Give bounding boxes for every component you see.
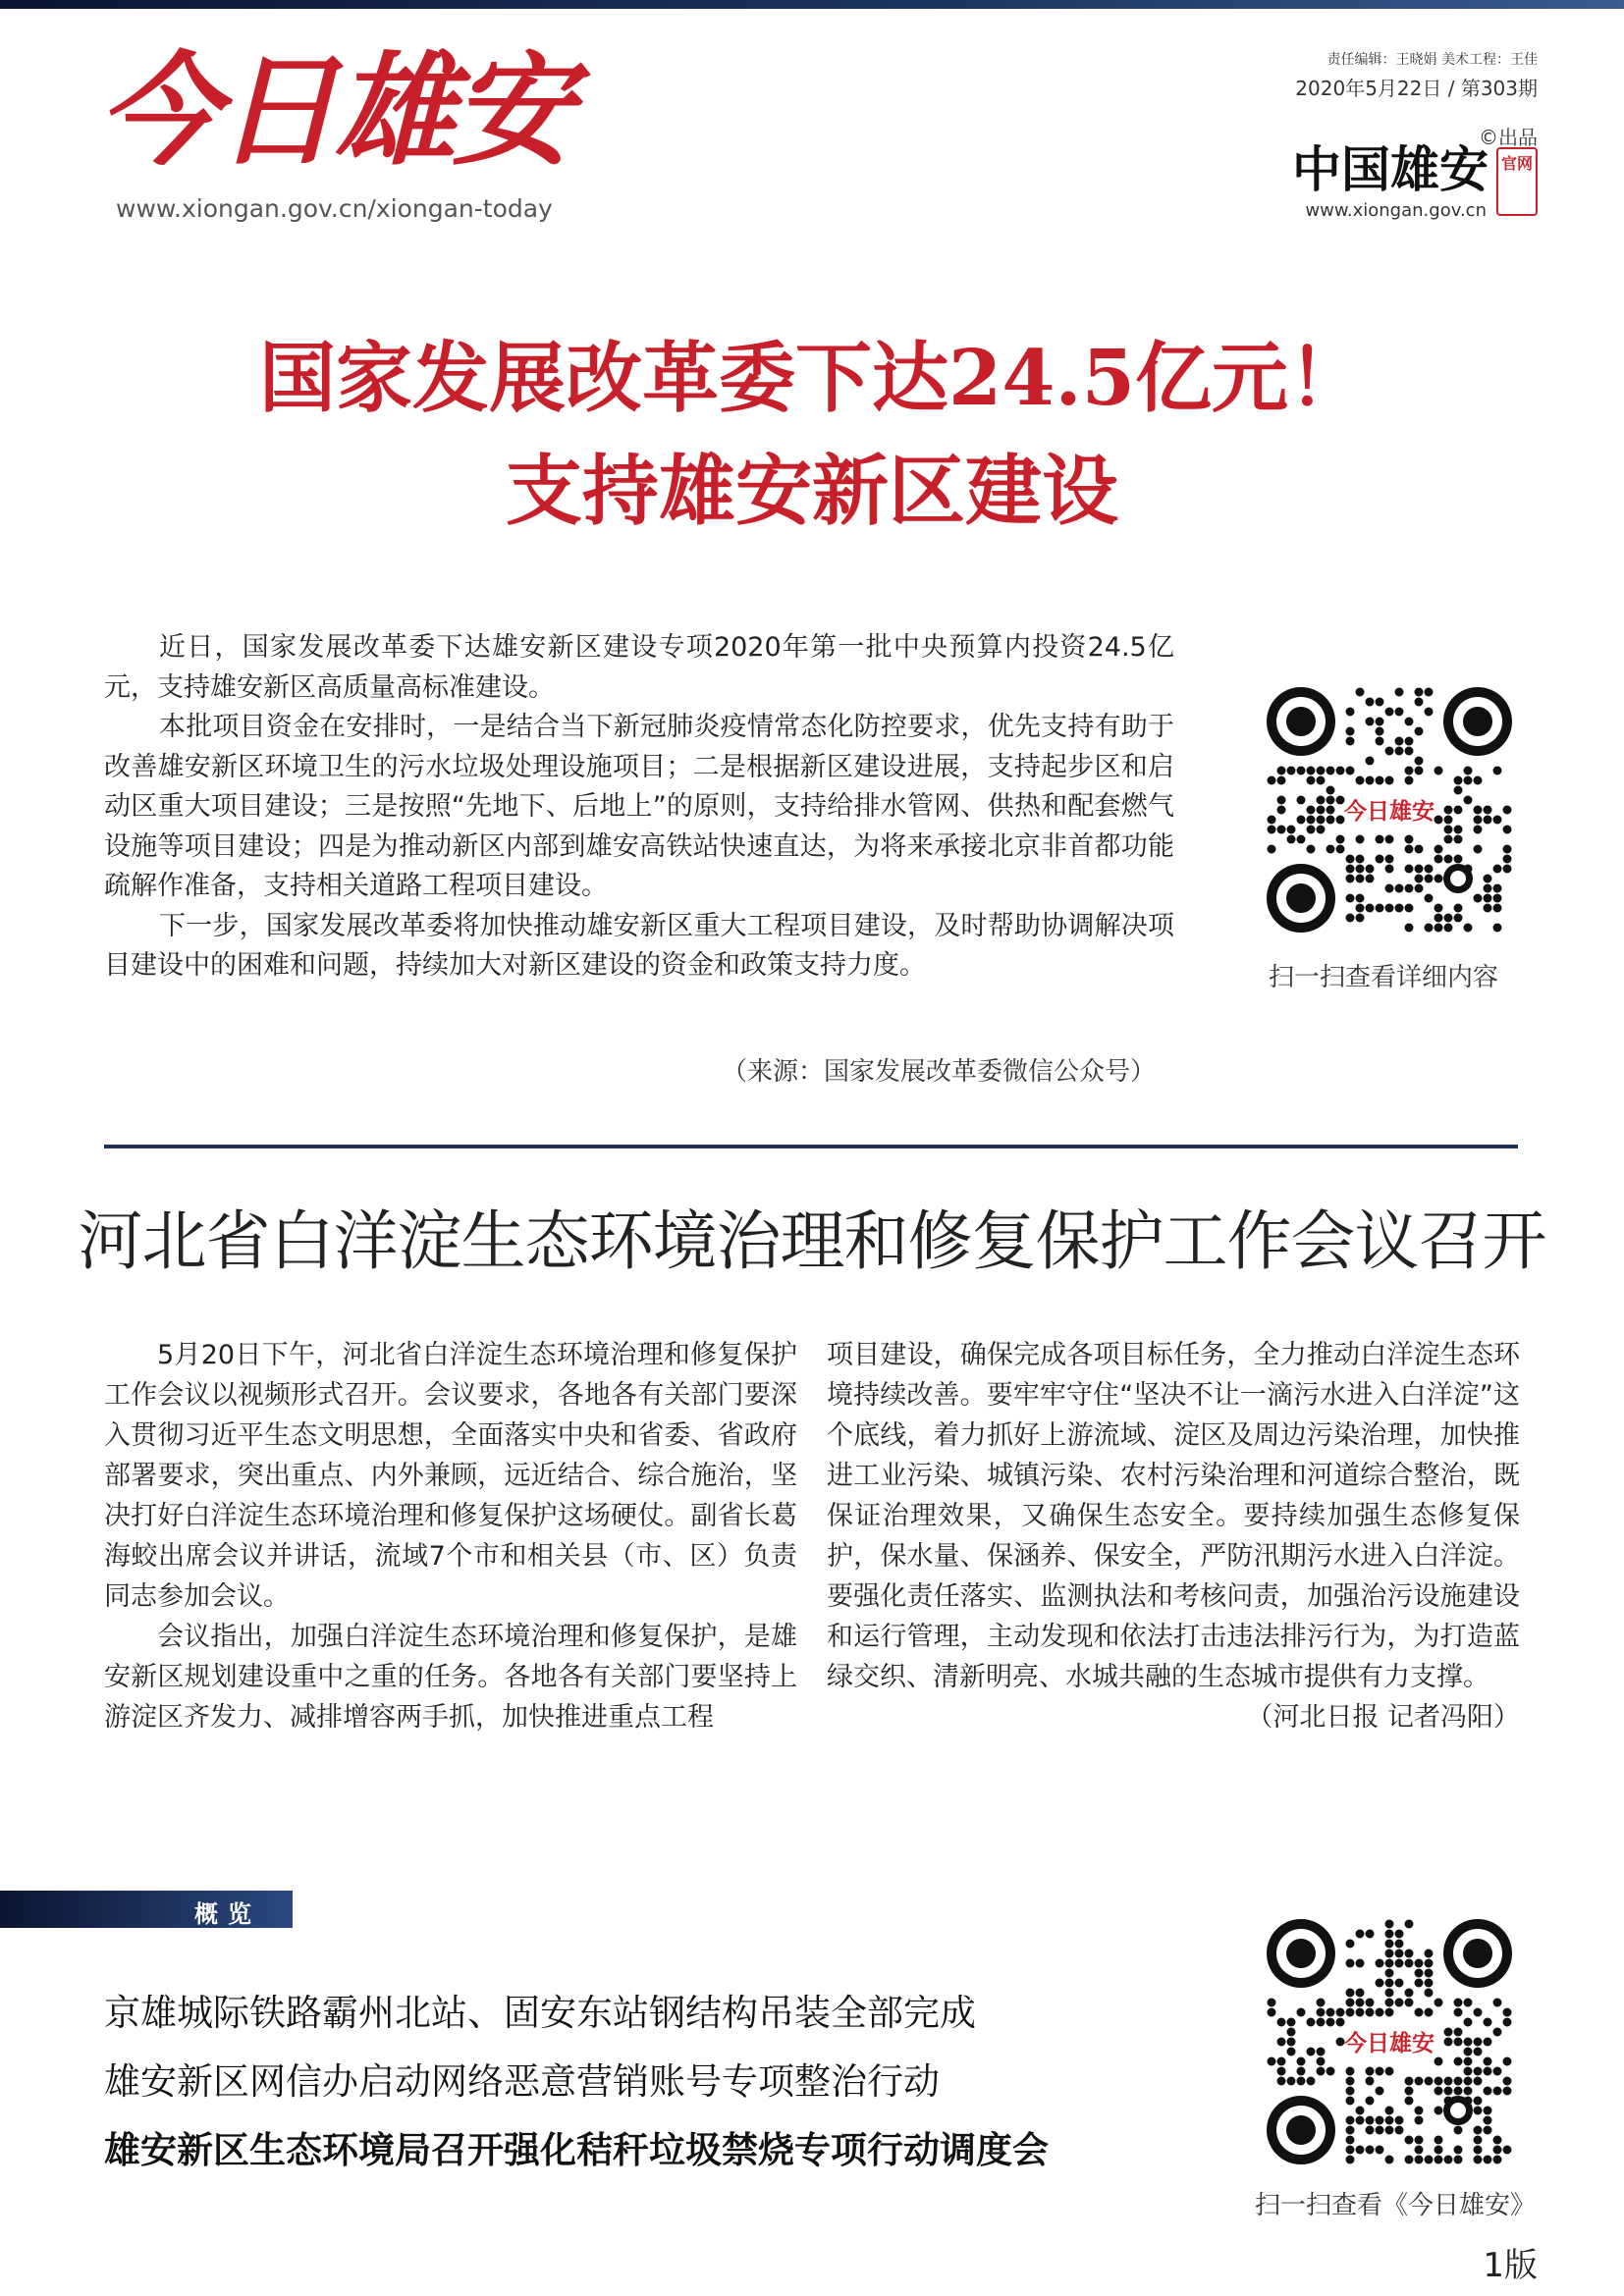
overview-item[interactable]: 雄安新区生态环境局召开强化秸秆垃圾禁烧专项行动调度会 <box>104 2129 1049 2171</box>
qr-caption-overview: 扫一扫查看《今日雄安》 <box>1255 2191 1537 2220</box>
article1-paragraph: 本批项目资金在安排时，一是结合当下新冠肺炎疫情常态化防控要求，优先支持有助于改善雄安新区环境卫生的污水垃圾处理设施项目；二是根据新区建设进展，支持起步区和启动区重大项目建设；三是按照“先地下、后地上”的原则，支持给排水管网、供热和配套燃气设施等项目建设；四是为推动新区内部到雄安高铁站快速直达，为将来承接北京非首都功能疏解作准备，支持相关道路工程项目建设。 <box>104 712 1174 901</box>
article1-title-line2: 支持雄安新区建设 <box>505 447 1118 536</box>
article2-paragraph: 项目建设，确保完成各项目标任务，全力推动白洋淀生态环境持续改善。要牢牢守住“坚决不让一滴污水进入白洋淀”这个底线，着力抓好上游流域、淀区及周边污染治理，加快推进工业污染、城镇污染、农村污染治理和河道综合整治，既保证治理效果，又确保生态安全。要持续加强生态修复保护，保水量、保涵养、保安全，严防汛期污水进入白洋淀。要强化责任落实、监测执法和考核问责，加强治污设施建设和运行管理，主动发现和依法打击违法排污行为，为打造蓝绿交织、清新明亮、水城共融的生态城市提供有力支撑。 <box>827 1340 1520 1692</box>
editor-credits: 责任编辑：王晓娟 美术工程：王佳 <box>1326 52 1538 68</box>
article2-source: （河北日报 记者冯阳） <box>1246 1702 1520 1733</box>
overview-item[interactable]: 京雄城际铁路霸州北站、固安东站钢结构吊装全部完成 <box>104 1992 976 2034</box>
producer-label: ©出品 <box>1479 126 1538 149</box>
article2-paragraph: 会议指出，加强白洋淀生态环境治理和修复保护，是雄安新区规划建设重中之重的任务。各地各有关部门要坚持上游淀区齐发力、减排增容两手抓，加快推进重点工程 <box>104 1622 797 1733</box>
overview-item[interactable]: 雄安新区网信办启动网络恶意营销账号专项整治行动 <box>104 2060 940 2103</box>
brand-seal: 官网 <box>1496 147 1538 216</box>
page-number: 1版 <box>1483 2246 1538 2285</box>
top-color-bar <box>0 0 1624 9</box>
qr-code-icon <box>1267 687 1512 933</box>
article1-paragraph: 近日，国家发展改革委下达雄安新区建设专项2020年第一批中央预算内投资24.5亿元，支持雄安新区高质量高标准建设。 <box>104 632 1174 703</box>
qr-center-label: 今日雄安 <box>1344 798 1435 825</box>
brand-logo: 中国雄安 <box>1292 140 1489 198</box>
brand-url[interactable]: www.xiongan.gov.cn <box>1305 200 1487 221</box>
overview-label: 概览 <box>194 1900 261 1928</box>
qr-center-label: 今日雄安 <box>1344 2030 1435 2056</box>
qr-code-article[interactable] <box>1267 687 1512 933</box>
issue-date: 2020年5月22日 / 第303期 <box>1295 77 1538 100</box>
qr-code-icon <box>1267 1919 1512 2164</box>
article1-source: （来源：国家发展改革委微信公众号） <box>721 1057 1156 1087</box>
masthead-url[interactable]: www.xiongan.gov.cn/xiongan-today <box>116 194 553 223</box>
qr-code-overview[interactable] <box>1267 1919 1512 2164</box>
section-divider <box>104 1145 1518 1148</box>
masthead-logo: 今日雄安 <box>98 40 570 183</box>
article2-title: 河北省白洋淀生态环境治理和修复保护工作会议召开 <box>78 1203 1546 1279</box>
article2-paragraph: 5月20日下午，河北省白洋淀生态环境治理和修复保护工作会议以视频形式召开。会议要求，各地各有关部门要深入贯彻习近平生态文明思想，全面落实中央和省委、省政府部署要求，突出重点、内外兼顾，远近结合、综合施治，坚决打好白洋淀生态环境治理和修复保护这场硬仗。副省长葛海蛟出席会议并讲话，流域7个市和相关县（市、区）负责同志参加会议。 <box>104 1340 797 1612</box>
article1-paragraph: 下一步，国家发展改革委将加快推动雄安新区重大工程项目建设，及时帮助协调解决项目建设中的困难和问题，持续加大对新区建设的资金和政策支持力度。 <box>104 910 1174 981</box>
article1-title-line1: 国家发展改革委下达24.5亿元！ <box>259 334 1365 423</box>
article1-body <box>104 628 1174 987</box>
article2-right-column <box>827 1335 1520 1737</box>
article2-left-column <box>104 1335 797 1737</box>
qr-caption-article: 扫一扫查看详细内容 <box>1269 963 1499 992</box>
